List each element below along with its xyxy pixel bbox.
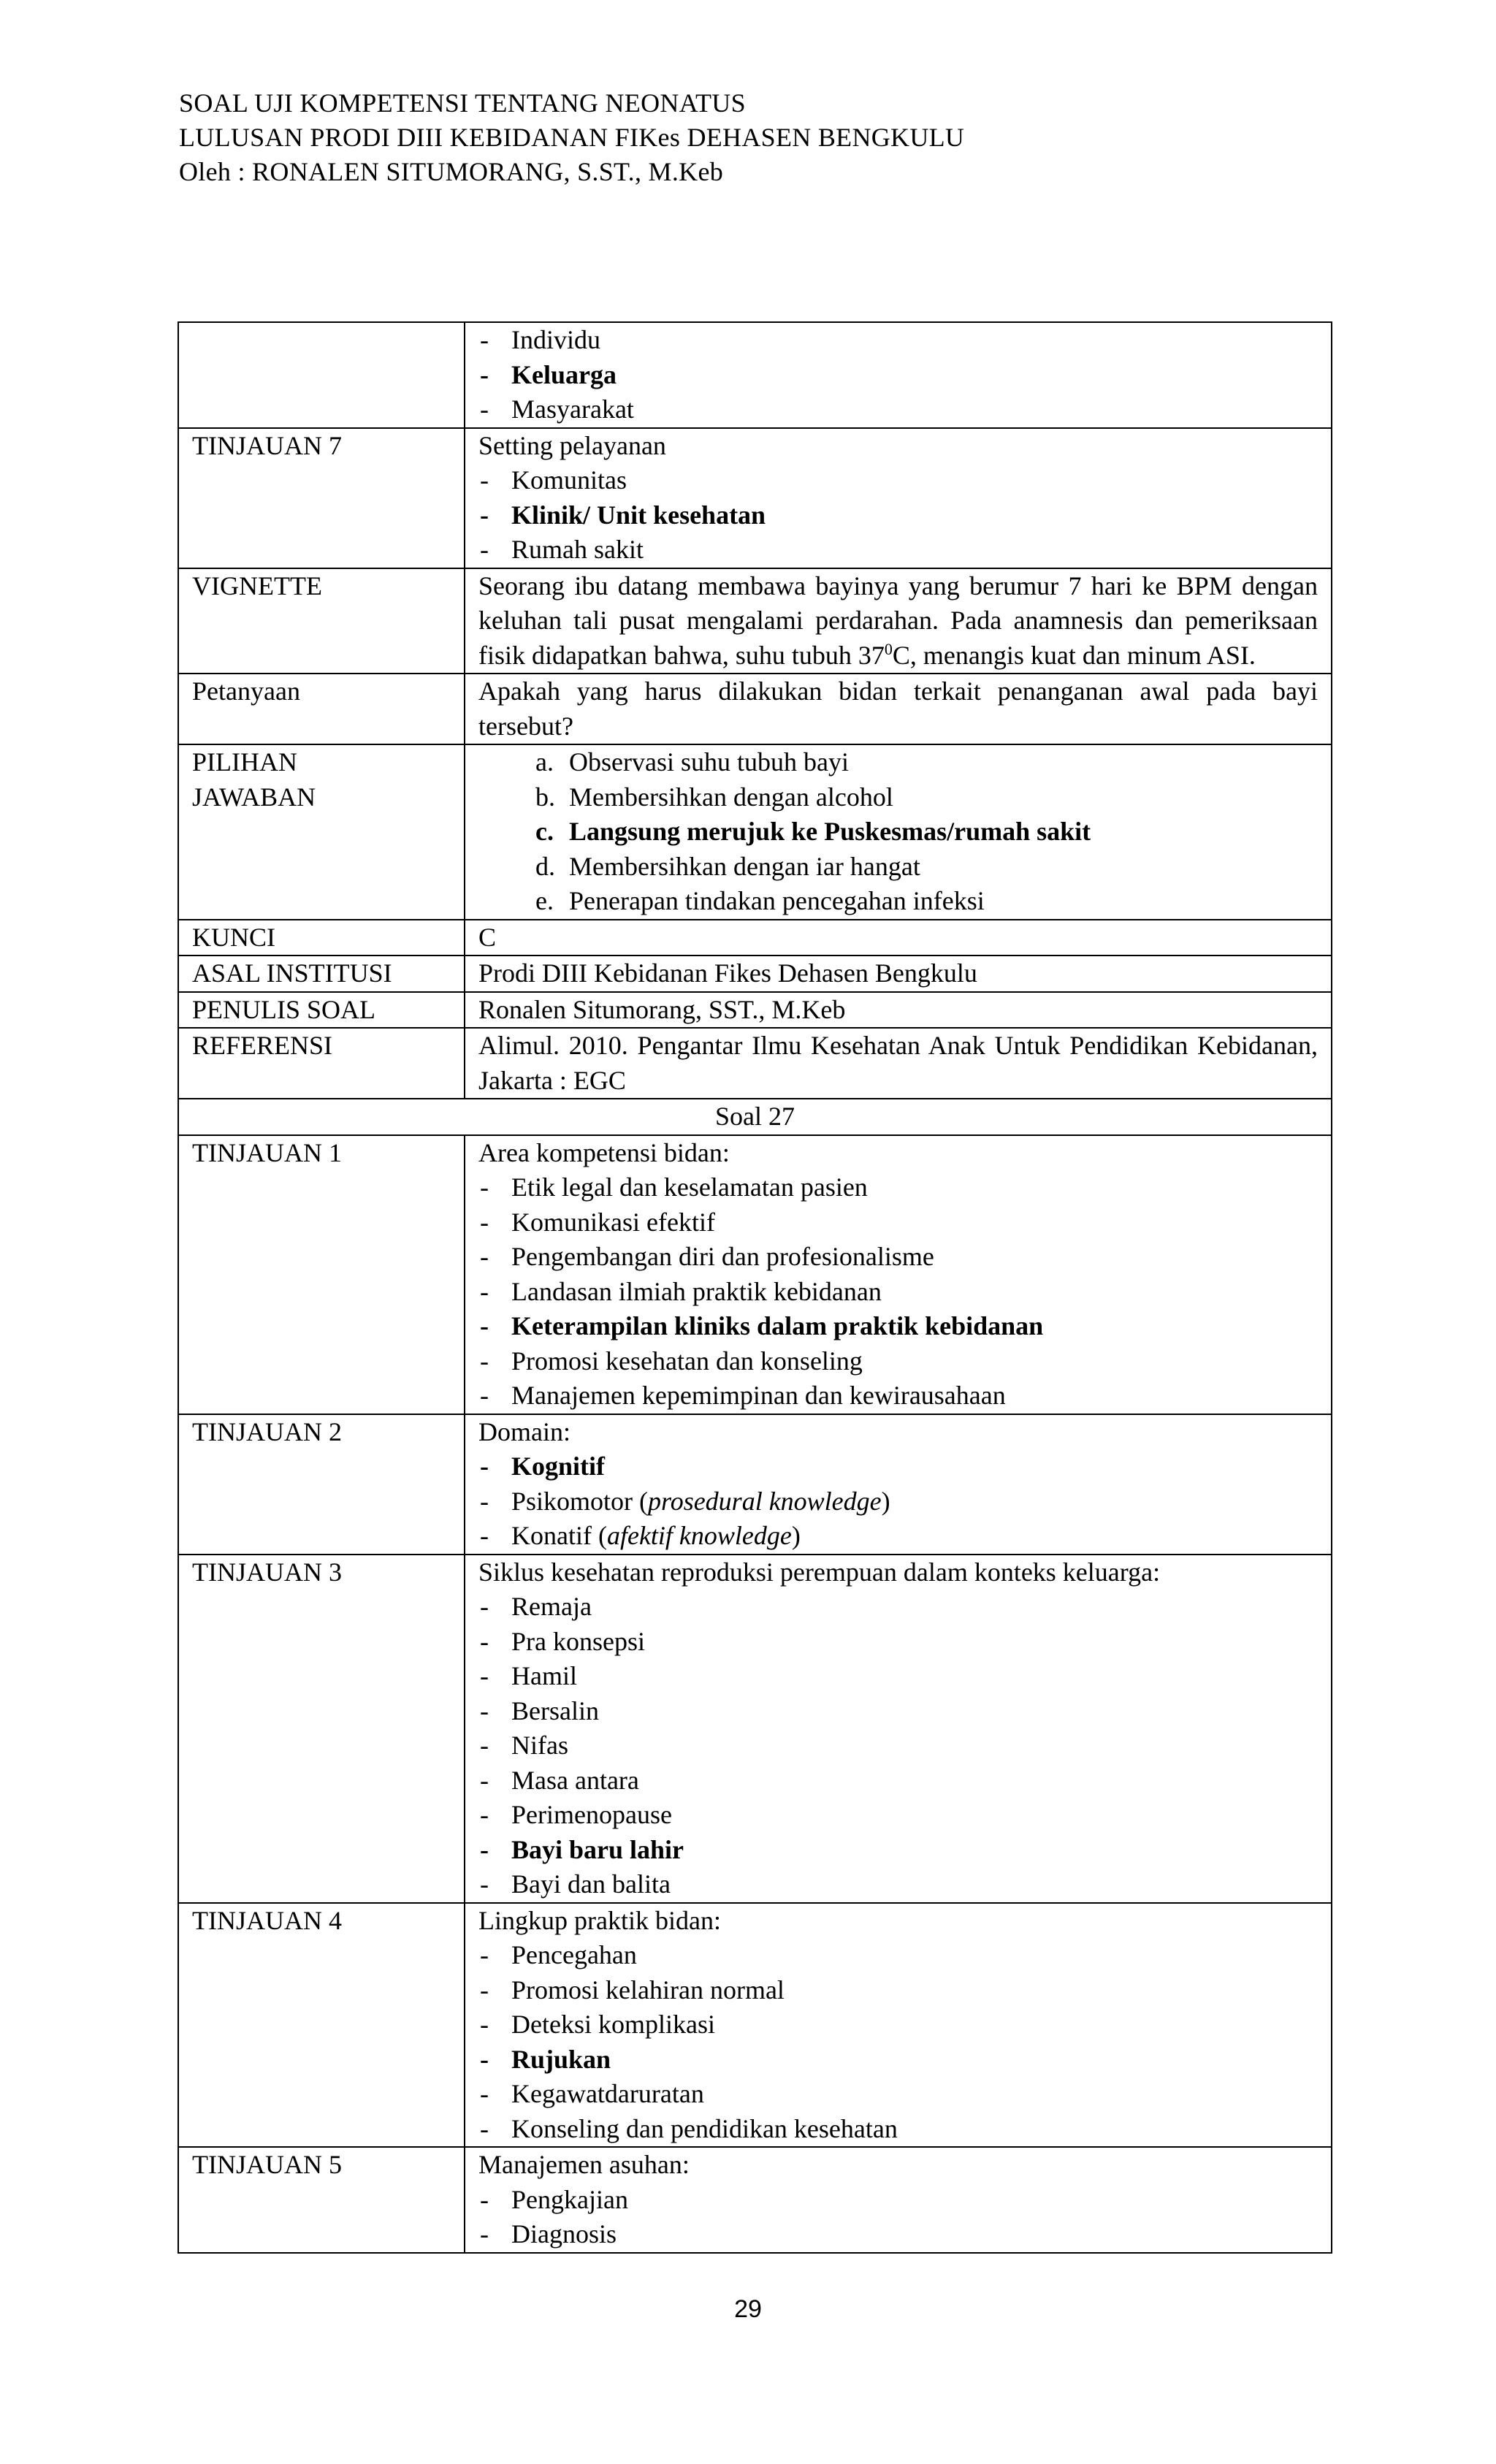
question-text: Apakah yang harus dilakukan bidan terkait penanganan awal pada bayi tersebut? [465, 674, 1332, 744]
row-title: Domain: [478, 1416, 570, 1446]
row-label: KUNCI [178, 920, 465, 956]
option-text: Langsung merujuk ke Puskesmas/rumah sakit [569, 817, 1091, 846]
item-text-italic: prosedural knowledge [648, 1486, 882, 1516]
section-heading: Soal 27 [178, 1099, 1332, 1135]
question-table [178, 321, 1332, 2254]
row-content [465, 1555, 1332, 1903]
row-title: Manajemen asuhan: [478, 2150, 690, 2179]
table-row-tinjauan-4 [178, 1903, 1332, 2148]
table-row-tinjauan-2 [178, 1414, 1332, 1555]
table-row [178, 322, 1332, 428]
page-number: 29 [734, 2295, 762, 2323]
row-label: VIGNETTE [178, 568, 465, 674]
row-label: TINJAUAN 4 [178, 1903, 465, 2148]
answer-options [465, 744, 1332, 920]
row-label-line: PILIHAN [192, 747, 297, 777]
list-item: - Nifas [478, 1728, 1318, 1763]
list-item: - Bersalin [478, 1694, 1318, 1729]
list-item [478, 1484, 1318, 1519]
table-row-tinjauan-3 [178, 1555, 1332, 1903]
answer-option [478, 745, 1318, 780]
row-content [465, 322, 1332, 428]
option-text: Membersihkan dengan alcohol [569, 782, 893, 812]
list-item: - Konseling dan pendidikan kesehatan [478, 2112, 1318, 2147]
list-item-selected: - Keluarga [478, 358, 1318, 393]
row-content [465, 1414, 1332, 1555]
option-text: Membersihkan dengan iar hangat [569, 851, 920, 881]
row-content [465, 428, 1332, 568]
header-author: Oleh : RONALEN SITUMORANG, S.ST., M.Keb [179, 157, 724, 186]
row-label: Petanyaan [178, 674, 465, 744]
table-row-tinjauan-1 [178, 1135, 1332, 1414]
list-item: - Pencegahan [478, 1938, 1318, 1973]
row-title: Lingkup praktik bidan: [478, 1905, 721, 1935]
list-item: - Landasan ilmiah praktik kebidanan [478, 1275, 1318, 1310]
list-item-selected: - Klinik/ Unit kesehatan [478, 498, 1318, 533]
list-item: - Hamil [478, 1659, 1318, 1694]
item-text-italic: afektif knowledge [606, 1521, 792, 1550]
table-row-pilihan-jawaban [178, 744, 1332, 920]
list-item-selected: - Rujukan [478, 2042, 1318, 2078]
row-label [178, 322, 465, 428]
table-row-soal-heading [178, 1099, 1332, 1135]
row-label: PENULIS SOAL [178, 992, 465, 1029]
table-row-referensi [178, 1028, 1332, 1099]
list-item: - Perimenopause [478, 1798, 1318, 1833]
answer-key: C [465, 920, 1332, 956]
row-label: TINJAUAN 5 [178, 2147, 465, 2253]
vignette-text [465, 568, 1332, 674]
list-item: - Pengkajian [478, 2183, 1318, 2218]
table-row-asal-institusi [178, 956, 1332, 992]
list-item: - Komunitas [478, 463, 1318, 498]
superscript: 0 [884, 639, 893, 658]
list-item: - Individu [478, 323, 1318, 358]
vignette-text-part: C, menangis kuat dan minum ASI. [892, 640, 1256, 670]
list-item: - Bayi dan balita [478, 1867, 1318, 1902]
table-row-kunci [178, 920, 1332, 956]
list-item: - Kegawatdaruratan [478, 2077, 1318, 2112]
answer-option [478, 780, 1318, 815]
list-item: - Promosi kelahiran normal [478, 1973, 1318, 2008]
table-row-tinjauan-7 [178, 428, 1332, 568]
list-item-selected: - Keterampilan kliniks dalam praktik kebidanan [478, 1309, 1318, 1344]
row-label-line: JAWABAN [192, 782, 316, 812]
row-title: Siklus kesehatan reproduksi perempuan dalam konteks keluarga: [478, 1557, 1161, 1587]
list-item: - Rumah sakit [478, 533, 1318, 568]
table-row-pertanyaan [178, 674, 1332, 744]
option-text: Penerapan tindakan pencegahan infeksi [569, 886, 985, 915]
list-item: - Remaja [478, 1590, 1318, 1625]
table-row-vignette [178, 568, 1332, 674]
list-item-selected: - Bayi baru lahir [478, 1833, 1318, 1868]
table-row-penulis-soal [178, 992, 1332, 1029]
answer-option [478, 884, 1318, 919]
list-item: - Pengembangan diri dan profesionalisme [478, 1240, 1318, 1275]
list-item [478, 1519, 1318, 1554]
row-content [465, 2147, 1332, 2253]
answer-option [478, 850, 1318, 885]
list-item: - Promosi kesehatan dan konseling [478, 1344, 1318, 1379]
row-title: Area kompetensi bidan: [478, 1137, 730, 1167]
list-item: - Diagnosis [478, 2217, 1318, 2252]
option-marker: b. [535, 782, 555, 812]
row-label: TINJAUAN 2 [178, 1414, 465, 1555]
institution: Prodi DIII Kebidanan Fikes Dehasen Bengkulu [465, 956, 1332, 992]
reference: Alimul. 2010. Pengantar Ilmu Kesehatan Anak Untuk Pendidikan Kebidanan, Jakarta : EGC [465, 1028, 1332, 1099]
list-item: - Komunikasi efektif [478, 1205, 1318, 1240]
answer-option-correct [478, 815, 1318, 850]
row-content [465, 1135, 1332, 1414]
item-text: ) [791, 1521, 801, 1550]
option-text: Observasi suhu tubuh bayi [569, 747, 849, 777]
item-text: ) [881, 1486, 890, 1516]
list-item: - Deteksi komplikasi [478, 2007, 1318, 2042]
list-item: - Masyarakat [478, 392, 1318, 427]
row-title: Setting pelayanan [478, 430, 666, 460]
option-marker: a. [535, 747, 554, 777]
header-subtitle: LULUSAN PRODI DIII KEBIDANAN FIKes DEHASEN BENGKULU [179, 123, 965, 152]
list-item: - Masa antara [478, 1763, 1318, 1799]
row-label: REFERENSI [178, 1028, 465, 1099]
row-content [465, 1903, 1332, 2148]
option-marker: e. [535, 886, 554, 915]
row-label: TINJAUAN 7 [178, 428, 465, 568]
list-item: - Etik legal dan keselamatan pasien [478, 1170, 1318, 1205]
table-row-tinjauan-5 [178, 2147, 1332, 2253]
list-item-selected: - Kognitif [478, 1449, 1318, 1484]
vignette-text-part: Seorang ibu datang membawa bayinya yang berumur 7 hari ke BPM dengan keluhan tali pusat mengalami perdarahan. Pada anamnesis dan pemeriksaan fisik didapatkan bahwa, suhu tubuh 37 [478, 571, 1318, 670]
author: Ronalen Situmorang, SST., M.Keb [465, 992, 1332, 1029]
row-label: TINJAUAN 3 [178, 1555, 465, 1903]
item-text: Psikomotor ( [511, 1486, 649, 1516]
item-text: Konatif ( [511, 1521, 607, 1550]
list-item: - Manajemen kepemimpinan dan kewirausahaan [478, 1378, 1318, 1414]
document-header [179, 86, 964, 189]
row-label [178, 744, 465, 920]
row-label: ASAL INSTITUSI [178, 956, 465, 992]
option-marker: c. [535, 817, 554, 846]
list-item: - Pra konsepsi [478, 1625, 1318, 1660]
header-title: SOAL UJI KOMPETENSI TENTANG NEONATUS [179, 88, 746, 118]
row-label: TINJAUAN 1 [178, 1135, 465, 1414]
option-marker: d. [535, 851, 555, 881]
